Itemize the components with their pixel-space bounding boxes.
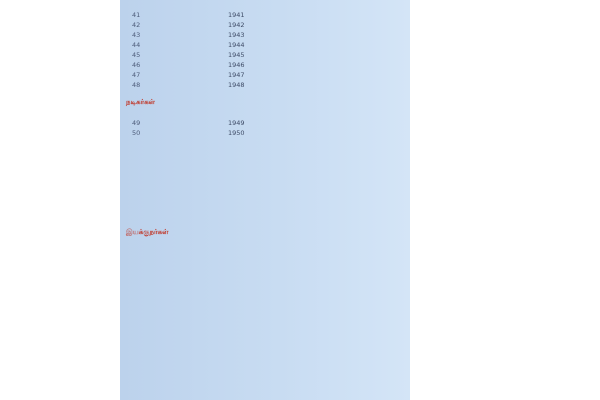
section-title-2: இயக்குநர்கள் — [126, 228, 169, 236]
row-year: 1949 — [228, 119, 245, 127]
row-year: 1941 — [228, 11, 245, 19]
table-row — [120, 20, 410, 30]
table-row — [120, 70, 410, 80]
row-year: 1945 — [228, 51, 245, 59]
row-number: 45 — [132, 51, 141, 59]
table-row — [120, 128, 410, 138]
row-year: 1942 — [228, 21, 245, 29]
row-number: 43 — [132, 31, 141, 39]
table-row — [120, 40, 410, 50]
table-row — [120, 118, 410, 128]
table-row — [120, 50, 410, 60]
table-row — [120, 60, 410, 70]
row-year: 1946 — [228, 61, 245, 69]
row-year: 1948 — [228, 81, 245, 89]
row-number: 49 — [132, 119, 141, 127]
table-row — [120, 10, 410, 20]
row-number: 46 — [132, 61, 141, 69]
row-number: 41 — [132, 11, 141, 19]
row-number: 42 — [132, 21, 141, 29]
table-row — [120, 30, 410, 40]
row-year: 1950 — [228, 129, 245, 137]
row-number: 50 — [132, 129, 141, 137]
table-row — [120, 80, 410, 90]
row-number: 44 — [132, 41, 141, 49]
row-year: 1944 — [228, 41, 245, 49]
row-year: 1947 — [228, 71, 245, 79]
row-number: 48 — [132, 81, 141, 89]
section-title-1: நடிகர்கள் — [126, 98, 155, 106]
document-page — [120, 0, 410, 400]
row-number: 47 — [132, 71, 141, 79]
row-year: 1943 — [228, 31, 245, 39]
